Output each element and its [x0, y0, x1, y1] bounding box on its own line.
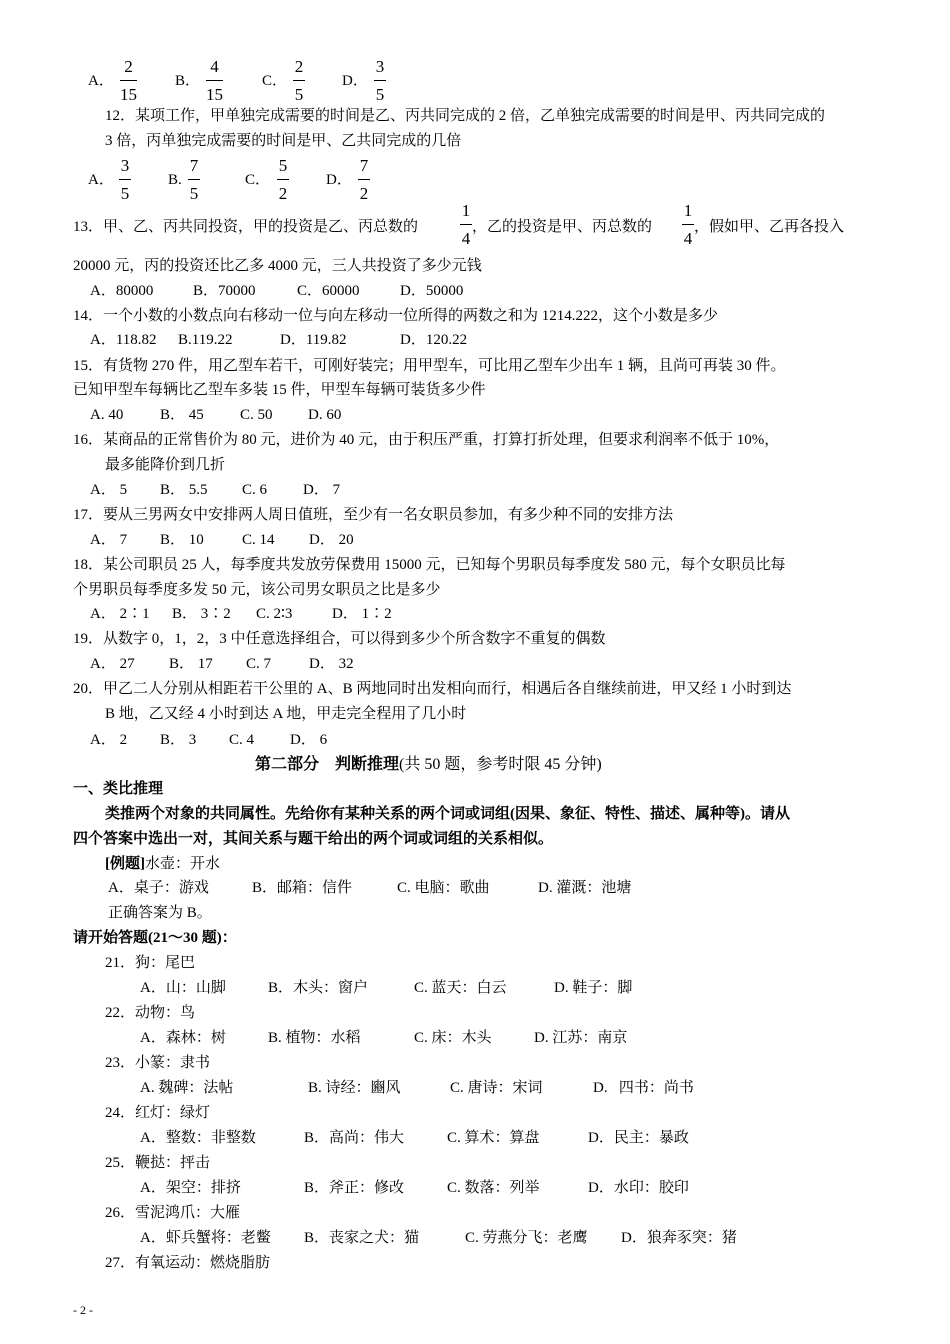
q14-option-d: D．120.22: [400, 332, 468, 348]
q19-option-b: B． 17: [169, 656, 213, 672]
q14-line1: 14．一个小数的小数点向右移动一位与向左移动一位所得的两数之和为 1214.222，这个小数是多少: [73, 308, 719, 324]
question-stem: 24．红灯：绿灯: [105, 1105, 211, 1121]
q13-option-d: D．50000: [400, 283, 464, 299]
q20-line2: B 地，乙又经 4 小时到达 A 地，甲走完全程用了几小时: [105, 706, 467, 722]
q13-fraction2: [682, 201, 694, 249]
question-option-b: B. 诗经：豳风: [308, 1080, 401, 1096]
option-fraction: [188, 156, 200, 204]
denominator: 15: [206, 85, 223, 104]
denominator: 5: [189, 184, 199, 203]
q16-line1: 16．某商品的正常售价为 80 元，进价为 40 元，由于积压严重，打算打折处理，但要求利润率不低于 10%，: [73, 432, 780, 448]
option-fraction: [206, 57, 223, 105]
q18-option-c: C. 2∶3: [256, 606, 293, 622]
question-option-d: D．民主：暴政: [588, 1130, 689, 1146]
q14-option-b: B.119.22: [178, 332, 233, 348]
option-label: D．: [326, 172, 352, 188]
q15-line1: 15．有货物 270 件，用乙型车若干，可刚好装完；用甲型车，可比用乙型车少出车 1 辆，且尚可再装 30 件。: [73, 358, 786, 374]
option-label: D．: [342, 73, 368, 89]
denominator: 15: [120, 85, 137, 104]
q18-option-b: B． 3∶2: [172, 606, 231, 622]
question-option-b: B．丧家之犬：猫: [304, 1230, 420, 1246]
denominator: 4: [683, 229, 693, 248]
q14-option-c: D．119.82: [280, 332, 347, 348]
start-instruction: 请开始答题(21～30 题)：: [73, 930, 237, 946]
q13-option-a: A．80000: [90, 283, 154, 299]
example-answer: 正确答案为 B。: [108, 905, 212, 921]
numerator: 3: [120, 156, 130, 175]
q17-option-b: B． 10: [160, 532, 204, 548]
denominator: 2: [359, 184, 369, 203]
option-fraction: [293, 57, 305, 105]
q13-part3: ，假如甲、乙再各投入: [694, 219, 845, 235]
q17-option-c: C. 14: [242, 532, 275, 548]
example-option-a: A．桌子：游戏: [108, 880, 209, 896]
q19-line1: 19．从数字 0，1，2，3 中任意选择组合，可以得到多少个所含数字不重复的偶数: [73, 631, 606, 647]
example-option-c: C. 电脑：歌曲: [397, 880, 490, 896]
example-option-d: D. 灌溉：池塘: [538, 880, 632, 896]
denominator: 2: [278, 184, 288, 203]
option-fraction: [358, 156, 370, 204]
question-stem: 21．狗：尾巴: [105, 955, 196, 971]
section-intro-line1: 类推两个对象的共同属性。先给你有某种关系的两个词或词组(因果、象征、特性、描述、属种等)。请从: [105, 806, 790, 822]
question-stem: 27．有氧运动：燃烧脂肪: [105, 1255, 271, 1271]
q20-option-b: B． 3: [160, 732, 197, 748]
question-stem: 23．小篆：隶书: [105, 1055, 211, 1071]
question-option-c: C. 床：木头: [414, 1030, 492, 1046]
question-option-d: D. 鞋子：脚: [554, 980, 633, 996]
q16-option-d: D． 7: [303, 482, 341, 498]
question-option-a: A. 魏碑：法帖: [140, 1080, 234, 1096]
q13-part2: ，乙的投资是甲、丙总数的: [472, 219, 653, 235]
numerator: 2: [294, 57, 304, 76]
question-option-d: D．水印：胶印: [588, 1180, 689, 1196]
option-label: B．: [175, 73, 201, 89]
q12-line2: 3 倍，丙单独完成需要的时间是甲、乙共同完成的几倍: [105, 133, 462, 149]
section-heading: 一、类比推理: [73, 781, 164, 797]
q16-line2: 最多能降价到几折: [105, 457, 226, 473]
numerator: 1: [461, 201, 471, 220]
q20-option-a: A． 2: [90, 732, 128, 748]
option-fraction: [120, 57, 137, 105]
q17-line1: 17．要从三男两女中安排两人周日值班，至少有一名女职员参加，有多少种不同的安排方法: [73, 507, 674, 523]
question-option-a: A．虾兵蟹将：老鳖: [140, 1230, 271, 1246]
option-fraction: [374, 57, 386, 105]
question-stem: 26．雪泥鸿爪：大雁: [105, 1205, 241, 1221]
q20-option-d: D． 6: [290, 732, 328, 748]
question-stem: 25．鞭挞：抨击: [105, 1155, 211, 1171]
q16-option-b: B． 5.5: [160, 482, 208, 498]
option-label: B.: [168, 172, 182, 188]
q17-option-a: A． 7: [90, 532, 128, 548]
question-option-c: C. 算术：算盘: [447, 1130, 540, 1146]
q13-fraction1: [460, 201, 472, 249]
question-option-c: C. 蓝天：白云: [414, 980, 507, 996]
q13-line2: 20000 元，丙的投资还比乙多 4000 元，三人共投资了多少元钱: [73, 258, 482, 274]
option-label: C．: [262, 73, 288, 89]
denominator: 5: [375, 85, 385, 104]
option-fraction: [277, 156, 289, 204]
question-option-a: A．整数：非整数: [140, 1130, 256, 1146]
question-option-d: D. 江苏：南京: [534, 1030, 628, 1046]
q15-option-c: C. 50: [240, 407, 273, 423]
numerator: 7: [359, 156, 369, 175]
numerator: 2: [124, 57, 133, 76]
example-stem-text: 水壶：开水: [145, 856, 221, 872]
option-label: C．: [245, 172, 271, 188]
q15-line2: 已知甲型车每辆比乙型车多装 15 件，甲型车每辆可装货多少件: [73, 382, 486, 398]
q19-option-d: D． 32: [309, 656, 354, 672]
question-option-d: D. 四书：尚书: [593, 1080, 694, 1096]
example-label: [例题]: [105, 856, 145, 872]
question-stem: 22．动物：鸟: [105, 1005, 196, 1021]
section-intro-line2: 四个答案中选出一对，其间关系与题干给出的两个词或词组的关系相似。: [73, 831, 554, 847]
question-option-b: B．斧正：修改: [304, 1180, 405, 1196]
numerator: 3: [375, 57, 385, 76]
numerator: 1: [683, 201, 693, 220]
q17-option-d: D． 20: [309, 532, 354, 548]
q15-option-a: A. 40: [90, 407, 124, 423]
example-option-b: B．邮箱：信件: [252, 880, 353, 896]
example-stem: [105, 854, 220, 874]
denominator: 4: [461, 229, 471, 248]
part2-title: [255, 755, 602, 775]
page-number: - 2 -: [73, 1303, 93, 1317]
question-option-c: C. 唐诗：宋词: [450, 1080, 543, 1096]
numerator: 4: [210, 57, 219, 76]
denominator: 5: [120, 184, 130, 203]
q13-part1: 13．甲、乙、丙共同投资，甲的投资是乙、丙总数的: [73, 219, 419, 235]
part2-subtitle: (共 50 题，参考时限 45 分钟): [399, 756, 602, 773]
option-label: A．: [88, 172, 114, 188]
q14-option-a: A．118.82: [90, 332, 157, 348]
q18-line2: 个男职员每季度多发 50 元，该公司男女职员之比是多少: [73, 582, 441, 598]
part2-title-text: 第二部分 判断推理: [255, 756, 400, 773]
q16-option-c: C. 6: [242, 482, 268, 498]
denominator: 5: [294, 85, 304, 104]
q15-option-d: D. 60: [308, 407, 342, 423]
q18-option-a: A． 2∶1: [90, 606, 150, 622]
q13-option-b: B．70000: [193, 283, 256, 299]
question-option-b: B．木头：窗户: [268, 980, 369, 996]
numerator: 7: [189, 156, 199, 175]
q15-option-b: B． 45: [160, 407, 204, 423]
question-option-c: C. 数落：列举: [447, 1180, 540, 1196]
question-option-b: B．高尚：伟大: [304, 1130, 405, 1146]
q19-option-a: A． 27: [90, 656, 135, 672]
q16-option-a: A． 5: [90, 482, 128, 498]
question-option-c: C. 劳燕分飞：老鹰: [465, 1230, 588, 1246]
question-option-a: A．森林：树: [140, 1030, 226, 1046]
q18-line1: 18．某公司职员 25 人，每季度共发放劳保费用 15000 元，已知每个男职员每季度发 580 元，每个女职员比每: [73, 557, 786, 573]
numerator: 5: [278, 156, 288, 175]
option-fraction: [119, 156, 131, 204]
option-label: A．: [88, 73, 114, 89]
q18-option-d: D． 1∶2: [332, 606, 392, 622]
q20-option-c: C. 4: [229, 732, 255, 748]
q13-option-c: C．60000: [297, 283, 360, 299]
question-option-a: A．山：山脚: [140, 980, 226, 996]
q19-option-c: C. 7: [246, 656, 272, 672]
question-option-a: A．架空：排挤: [140, 1180, 241, 1196]
question-option-d: D．狼奔豕突：猪: [621, 1230, 737, 1246]
question-option-b: B. 植物：水稻: [268, 1030, 361, 1046]
q12-line1: 12．某项工作，甲单独完成需要的时间是乙、丙共同完成的 2 倍，乙单独完成需要的时间是甲、丙共同完成的: [105, 108, 826, 124]
q20-line1: 20．甲乙二人分别从相距若干公里的 A、B 两地同时出发相向而行，相遇后各自继续前进，甲又经 1 小时到达: [73, 681, 792, 697]
